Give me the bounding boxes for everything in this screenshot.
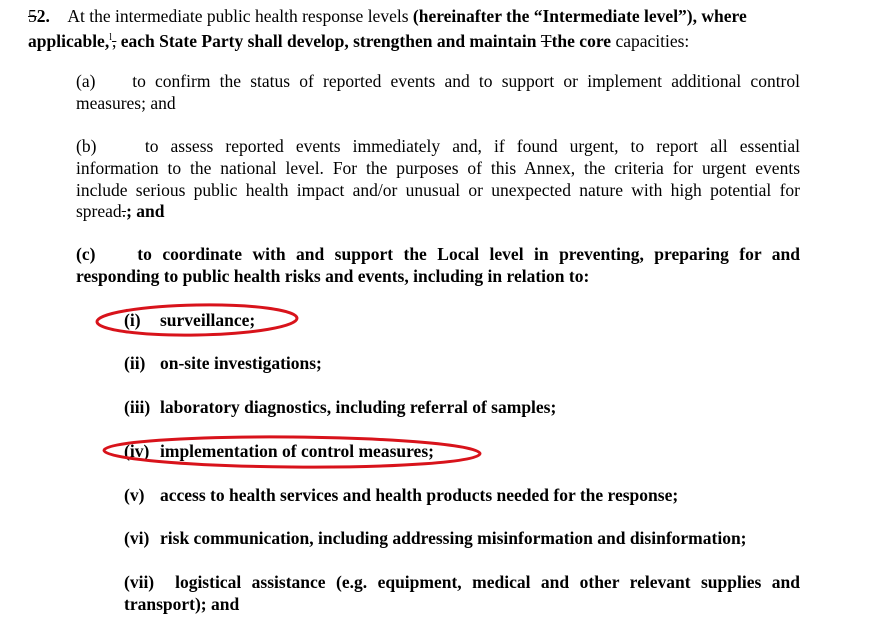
intro-line-2: [28, 27, 689, 52]
para-b-text-3: include serious public health impact and/or unusual or unexpected nature with high potential for: [76, 180, 800, 200]
para-c-line-2: [76, 265, 589, 287]
para-b-marker: (b): [76, 136, 97, 156]
old-number: 5: [28, 6, 37, 26]
para-c-text-1: to coordinate with and support the Local level in preventing, preparing for and: [137, 244, 800, 264]
para-c-text-2: responding to public health risks and events, including in relation to:: [76, 266, 590, 286]
intro-rest: capacities:: [611, 30, 690, 51]
para-a-line-2: [76, 92, 176, 114]
para-a-text-1: to confirm the status of reported events and to support or implement additional control: [132, 71, 800, 91]
item-text: implementation of control measures;: [160, 441, 434, 461]
para-a-marker: (a): [76, 71, 96, 91]
item-text: access to health services and health products needed for the response;: [160, 485, 679, 505]
deleted-comma: ,: [111, 30, 117, 51]
para-b-line-1: [76, 135, 800, 157]
item-text: risk communication, including addressing misinformation and disinformation;: [160, 528, 747, 548]
list-item: [124, 484, 678, 506]
list-item: [124, 309, 255, 331]
item-number: (iii): [124, 397, 151, 417]
intro-text-2-bold: each State Party shall develop, strengthen and maintain: [116, 30, 541, 51]
para-b-line-3: [76, 179, 800, 201]
intro-applicable: applicable,: [28, 30, 110, 51]
deleted-period: .: [121, 201, 127, 221]
para-b-text-1: to assess reported events immediately and, if found urgent, to report all essential: [144, 136, 801, 156]
para-b-line-2: [76, 157, 800, 179]
item-number: (vii): [124, 572, 155, 592]
list-item: [124, 396, 556, 418]
deleted-T: T: [540, 30, 552, 51]
para-b-line-4: [76, 200, 164, 222]
item-number: (iv): [124, 441, 150, 461]
new-number: 2.: [36, 6, 50, 26]
item-text: surveillance;: [160, 310, 256, 330]
item-text: logistical assistance (e.g. equipment, medical and other relevant supplies and: [175, 572, 800, 592]
para-c-line-1: [76, 243, 800, 265]
list-item-continuation: [124, 593, 239, 615]
para-b-and: ; and: [126, 201, 165, 221]
intro-line-1: [28, 5, 747, 27]
para-a-line-1: [76, 70, 800, 92]
item-number: (i): [124, 310, 141, 330]
para-c-marker: (c): [76, 244, 96, 264]
intro-core: the core: [551, 30, 612, 51]
list-item: [124, 352, 322, 374]
para-a-text-2: measures; and: [76, 93, 176, 113]
list-item: [124, 440, 434, 462]
para-b-spread: spread: [76, 201, 122, 221]
item-number: (ii): [124, 353, 146, 373]
item-text: laboratory diagnostics, including referral of samples;: [160, 397, 557, 417]
para-b-text-2: information to the national level. For the purposes of this Annex, the criteria for urgent events: [76, 158, 800, 178]
item-number: (vi): [124, 528, 150, 548]
item-text-2: transport); and: [124, 594, 240, 614]
item-number: (v): [124, 485, 145, 505]
list-item: [124, 527, 747, 549]
item-text: on-site investigations;: [160, 353, 322, 373]
list-item: [124, 571, 800, 593]
intro-text-1-bold: (hereinafter the “Intermediate level”), where: [412, 6, 747, 26]
footnote-marker: l: [109, 32, 112, 43]
intro-text-1: At the intermediate public health response levels: [67, 6, 413, 26]
